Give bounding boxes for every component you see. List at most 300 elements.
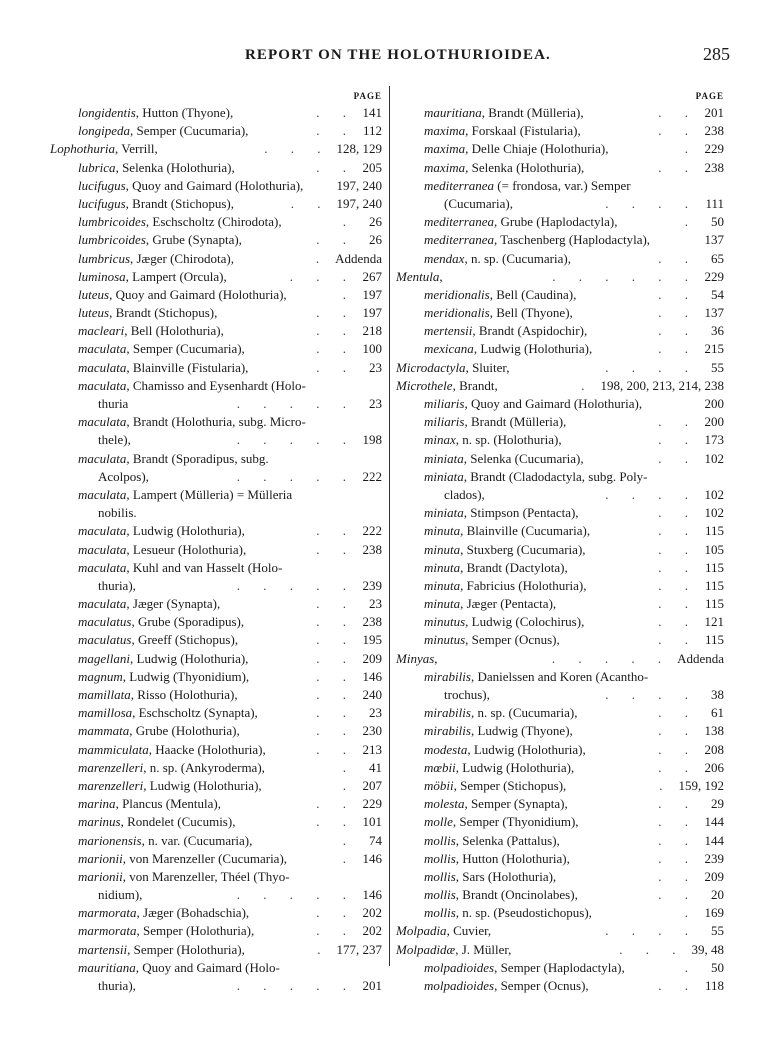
entry-text — [78, 595, 312, 613]
entry-page-ref: 200 — [704, 414, 724, 430]
entry-term: minutus — [424, 632, 466, 648]
entry-page-ref: 198 — [362, 432, 382, 448]
index-entry — [50, 395, 382, 413]
entry-detail: , n. sp. (Pseudostichopus), — [455, 905, 592, 921]
entry-term: minuta — [424, 596, 461, 612]
entry-detail: , n. sp. (Cucumaria), — [470, 705, 578, 721]
entry-text — [78, 613, 312, 631]
index-entry — [396, 413, 724, 431]
leader-dots: . . — [658, 341, 698, 357]
entry-text — [78, 777, 339, 795]
entry-detail: , — [439, 268, 443, 284]
index-entry — [50, 904, 382, 922]
entry-detail: , Bell (Caudina), — [489, 286, 577, 302]
entry-term: mauritiana — [78, 959, 136, 975]
entry-text — [424, 450, 654, 468]
entry-term: miliaris — [424, 414, 465, 430]
entry-term: molpadioides — [424, 959, 495, 975]
entry-term: mollis — [424, 868, 456, 884]
entry-detail: , Selenka (Holothuria), — [115, 159, 235, 175]
entry-term: marionii — [78, 868, 123, 884]
index-entry — [50, 795, 382, 813]
index-entry — [50, 504, 382, 522]
entry-page-ref: 177, 237 — [336, 941, 382, 957]
entry-term: mollis — [424, 905, 456, 921]
entry-page-ref: 218 — [362, 323, 382, 339]
entry-detail: , Sluiter, — [465, 359, 510, 375]
entry-page-ref: 198, 200, 213, 214, 238 — [600, 377, 724, 393]
index-entry — [396, 795, 724, 813]
index-entry — [50, 886, 382, 904]
entry-term: marmorata — [78, 905, 137, 921]
entry-page-ref: 229 — [704, 268, 724, 284]
entry-page-ref: 20 — [711, 887, 724, 903]
leader-dots: . . — [316, 123, 356, 139]
entry-text — [78, 522, 312, 540]
entry-text — [78, 959, 352, 977]
entry-text — [78, 922, 312, 940]
entry-page-ref: 200 — [704, 396, 724, 411]
entry-detail: , Brandt (Stichopus), — [109, 305, 218, 321]
entry-page-ref: 102 — [704, 450, 724, 466]
entry-detail: , Stuxberg (Cucumaria), — [460, 541, 586, 557]
index-entry — [396, 541, 724, 559]
entry-page-ref: 146 — [362, 850, 382, 866]
index-entry — [50, 868, 382, 886]
entry-page-ref: 222 — [362, 468, 382, 484]
entry-page-ref: 238 — [362, 614, 382, 630]
entry-term: mammiculata — [78, 741, 149, 757]
entry-detail: , Quoy and Gaimard (Holothuria), — [109, 286, 287, 302]
leader-dots: . . . . . — [236, 887, 356, 903]
entry-term: macleari — [78, 323, 125, 339]
index-entry — [50, 668, 382, 686]
entry-text — [424, 522, 654, 540]
leader-dots: . . — [316, 632, 356, 648]
entry-term: marenzelleri — [78, 759, 144, 775]
leader-dots: . . . . . — [551, 650, 672, 666]
entry-term: mirabilis — [424, 705, 471, 721]
entry-detail: , Eschscholtz (Synapta), — [132, 705, 258, 721]
entry-term: luteus — [78, 305, 110, 321]
entry-detail: , Brandt, — [452, 377, 498, 393]
index-entry — [50, 231, 382, 249]
entry-page-ref: 74 — [369, 832, 382, 848]
entry-page-ref: 197, 240 — [336, 177, 382, 193]
entry-detail: , Selenka (Pattalus), — [455, 832, 560, 848]
entry-detail: , Bell (Holothuria), — [124, 323, 224, 339]
entry-detail: , Semper (Cucumaria), — [130, 123, 249, 139]
index-entry — [396, 104, 724, 122]
entry-text — [78, 268, 286, 286]
entry-term: mirabilis — [424, 668, 471, 684]
index-entry — [50, 595, 382, 613]
entry-page-ref: 115 — [704, 632, 724, 648]
index-entry — [50, 777, 382, 795]
index-entry — [50, 431, 382, 449]
index-entry — [396, 868, 724, 886]
index-entry — [396, 322, 724, 340]
entry-term: lumbricoides — [78, 214, 146, 230]
index-entry — [50, 450, 382, 468]
index-entry — [396, 813, 724, 831]
leader-dots: . . — [658, 632, 698, 648]
index-entry — [50, 813, 382, 831]
entry-text — [424, 140, 681, 158]
entry-text — [424, 413, 654, 431]
entry-detail: , Quoy and Gaimard (Holothuria), — [464, 396, 643, 411]
index-entry — [50, 922, 382, 940]
index-entry — [50, 832, 382, 850]
entry-text — [50, 140, 260, 158]
index-entry — [50, 195, 382, 213]
index-entry — [396, 304, 724, 322]
entry-page-ref: 238 — [704, 123, 724, 139]
entry-page-ref: 118 — [704, 978, 724, 993]
entry-detail: , Stimpson (Pentacta), — [463, 505, 579, 521]
entry-page-ref: 36 — [711, 323, 724, 339]
index-entry — [50, 759, 382, 777]
entry-text — [424, 322, 654, 340]
entry-page-ref: 23 — [369, 359, 382, 375]
entry-detail: , n. sp. (Holothuria), — [455, 432, 562, 448]
index-entry — [396, 340, 724, 358]
entry-text — [78, 195, 287, 213]
entry-detail: , Ludwig (Thyone), — [470, 723, 573, 739]
leader-dots: . . — [658, 577, 698, 593]
entry-page-ref: 201 — [704, 105, 724, 120]
index-entry — [396, 559, 724, 577]
entry-text — [78, 813, 312, 831]
entry-text — [78, 122, 312, 140]
entry-text — [98, 431, 233, 449]
entry-text — [78, 704, 312, 722]
entry-detail: , Lesueur (Holothuria), — [126, 541, 247, 557]
entry-page-ref: 102 — [704, 486, 724, 502]
entry-page-ref: 146 — [362, 668, 382, 684]
entry-term: miliaris — [424, 396, 465, 411]
entry-page-ref: 240 — [362, 687, 382, 702]
entry-detail: , Brandt (Mülleria), — [464, 414, 567, 430]
entry-term: mollis — [424, 832, 456, 848]
entry-term: maculata — [78, 341, 127, 357]
entry-text — [424, 832, 654, 850]
entry-text — [424, 977, 654, 995]
leader-dots: . . — [658, 505, 698, 521]
entry-page-ref: 238 — [704, 159, 724, 175]
entry-term: mendax — [424, 250, 465, 266]
entry-page-ref: 238 — [362, 541, 382, 557]
leader-dots: . . — [658, 286, 698, 302]
entry-detail: , Ludwig (Colochirus), — [465, 614, 585, 630]
entry-text — [78, 832, 339, 850]
entry-text — [424, 431, 654, 449]
entry-term: maculata — [78, 359, 127, 375]
leader-dots: . . — [658, 414, 698, 430]
entry-detail: , Ludwig (Thyonidium), — [122, 668, 250, 684]
entry-page-ref: 202 — [362, 905, 382, 921]
entry-detail: , Grube (Synapta), — [145, 232, 242, 248]
entry-detail: , Ludwig (Holothuria), — [126, 523, 245, 539]
leader-dots: . . . — [289, 268, 356, 284]
entry-page-ref: 213 — [362, 741, 382, 757]
entry-page-ref: 55 — [711, 923, 724, 939]
entry-detail: , Brandt (Oncinolabes), — [455, 887, 578, 903]
entry-term: Molpadidæ — [396, 941, 456, 957]
index-column-left — [50, 88, 382, 995]
leader-dots: . . — [658, 323, 698, 339]
entry-text — [98, 886, 233, 904]
entry-text — [424, 613, 654, 631]
index-entry — [396, 122, 724, 140]
entry-page-ref: 41 — [369, 759, 382, 775]
entry-text — [424, 795, 654, 813]
entry-detail: , Semper (Ocnus), — [494, 978, 589, 993]
index-entry — [396, 395, 724, 413]
entry-detail: , Quoy and Gaimard (Holothuria), — [125, 177, 304, 193]
entry-term: magnum — [78, 668, 123, 684]
entry-text — [424, 177, 694, 195]
entry-detail: , Semper (Ocnus), — [465, 632, 560, 648]
index-entry — [396, 686, 724, 704]
index-entry — [396, 832, 724, 850]
entry-text — [424, 577, 654, 595]
entry-detail: , Ludwig (Holothuria), — [467, 741, 586, 757]
entry-text — [78, 559, 352, 577]
index-entry — [396, 886, 724, 904]
entry-detail: , Jæger (Pentacta), — [460, 596, 557, 612]
entry-detail: , Grube (Haplodactyla), — [494, 214, 618, 230]
entry-detail: , Lampert (Orcula), — [125, 268, 227, 284]
entry-term: lucifugus — [78, 195, 126, 211]
entry-page-ref: 101 — [362, 814, 382, 830]
index-entry — [50, 104, 382, 122]
entry-detail: , Plancus (Mentula), — [115, 796, 221, 812]
entry-page-ref: Addenda — [677, 650, 724, 666]
entry-detail: , Selenka (Cucumaria), — [463, 450, 584, 466]
leader-dots: . . — [316, 796, 356, 812]
entry-detail: trochus), — [444, 687, 490, 702]
entry-text — [98, 504, 352, 522]
entry-term: maculata — [78, 486, 127, 502]
entry-detail: , Eschscholtz (Chirodota), — [145, 214, 282, 230]
entry-text — [78, 177, 327, 195]
leader-dots: . . — [316, 305, 356, 321]
index-entry — [50, 250, 382, 268]
entry-page-ref: 169 — [704, 905, 724, 921]
leader-dots: . — [342, 759, 356, 775]
entry-detail: , Brandt (Dactylota), — [460, 559, 568, 575]
entry-page-ref: 141 — [362, 105, 382, 120]
entry-detail: , Bell (Thyone), — [489, 305, 573, 321]
entry-term: miniata — [424, 468, 464, 484]
entry-term: maculata — [78, 596, 127, 612]
index-entry — [50, 377, 382, 395]
leader-dots: . . . . . — [236, 396, 356, 411]
entry-page-ref: 209 — [362, 650, 382, 666]
index-entry — [50, 304, 382, 322]
entry-page-ref: 61 — [711, 705, 724, 721]
entry-text — [424, 468, 694, 486]
leader-dots: . . . . — [605, 359, 698, 375]
leader-dots: . . . . . — [236, 577, 356, 593]
entry-page-ref: 197 — [362, 305, 382, 321]
index-entry — [396, 250, 724, 268]
entry-page-ref: 146 — [362, 887, 382, 903]
entry-term: longidentis — [78, 105, 136, 120]
leader-dots: . . — [658, 541, 698, 557]
entry-term: marionensis — [78, 832, 142, 848]
index-column-right — [396, 88, 724, 995]
entry-text — [78, 650, 312, 668]
entry-page-ref: 26 — [369, 232, 382, 248]
index-entry — [396, 159, 724, 177]
entry-text — [444, 486, 601, 504]
entry-term: lumbricus — [78, 250, 130, 266]
leader-dots: . . — [658, 814, 698, 830]
entry-page-ref: 39, 48 — [691, 941, 724, 957]
entry-text — [78, 286, 339, 304]
entry-text — [78, 868, 352, 886]
entry-page-ref: 137 — [704, 305, 724, 321]
entry-text — [78, 359, 312, 377]
leader-dots: . . — [316, 923, 356, 939]
entry-term: marmorata — [78, 923, 137, 939]
entry-page-ref: 115 — [704, 559, 724, 575]
entry-detail: , Fabricius (Holothuria), — [460, 577, 587, 593]
entry-text — [98, 977, 233, 995]
leader-dots: . . — [658, 123, 698, 139]
leader-dots: . . — [658, 759, 698, 775]
leader-dots: . . — [658, 250, 698, 266]
leader-dots: . . . . — [605, 195, 698, 211]
leader-dots: . — [315, 250, 330, 266]
index-entry — [50, 177, 382, 195]
entry-term: minutus — [424, 614, 466, 630]
entry-term: mammata — [78, 723, 130, 739]
index-entry — [396, 522, 724, 540]
leader-dots: . . — [316, 614, 356, 630]
entry-detail: , Greeff (Stichopus), — [131, 632, 239, 648]
entry-page-ref: 159, 192 — [678, 777, 724, 793]
leader-dots: . . — [316, 668, 356, 684]
entry-term: minax — [424, 432, 456, 448]
entry-text — [78, 759, 339, 777]
entry-text — [424, 904, 681, 922]
leader-dots: . . — [658, 159, 698, 175]
entry-term: mediterranea — [424, 214, 495, 230]
entry-detail: , von Marenzeller (Cucumaria), — [122, 850, 288, 866]
index-entry — [396, 759, 724, 777]
index-entry — [396, 377, 724, 395]
entry-term: mœbii — [424, 759, 456, 775]
entry-text — [78, 941, 313, 959]
leader-dots: . . — [316, 905, 356, 921]
entry-term: mertensii — [424, 323, 473, 339]
entry-text — [98, 577, 233, 595]
entry-page-ref: 230 — [362, 723, 382, 739]
entry-detail: , Blainville (Cucumaria), — [460, 523, 591, 539]
entry-page-ref: 100 — [362, 341, 382, 357]
entry-text — [424, 104, 654, 122]
entry-page-ref: 115 — [704, 577, 724, 593]
entry-text — [78, 450, 352, 468]
entry-term: longipeda — [78, 123, 130, 139]
entry-text — [424, 595, 654, 613]
entry-text — [424, 122, 654, 140]
index-entry — [396, 777, 724, 795]
entry-text — [78, 104, 312, 122]
entry-text — [78, 795, 312, 813]
leader-dots: . . . — [264, 141, 331, 157]
entry-term: Lophothuria — [50, 141, 116, 157]
entry-detail: , Jæger (Bohadschia), — [136, 905, 250, 921]
entry-term: molesta — [424, 796, 465, 812]
entry-detail: , Hutton (Holothuria), — [455, 850, 570, 866]
entry-page-ref: 54 — [711, 286, 724, 302]
index-entry — [396, 941, 724, 959]
entry-term: mamillosa — [78, 705, 133, 721]
leader-dots: . . — [658, 523, 698, 539]
index-entry — [396, 286, 724, 304]
entry-text — [78, 631, 312, 649]
leader-dots: . . — [316, 814, 356, 830]
entry-detail: , Delle Chiaje (Holothuria), — [465, 141, 609, 157]
leader-dots: . — [684, 905, 698, 921]
entry-text — [424, 668, 694, 686]
entry-page-ref: 229 — [704, 141, 724, 157]
index-entry — [50, 959, 382, 977]
leader-dots: . — [342, 777, 356, 793]
entry-term: mexicana — [424, 341, 474, 357]
entry-detail: , Ludwig (Holothuria), — [473, 341, 593, 357]
entry-text — [424, 959, 681, 977]
leader-dots: . . . . . — [236, 978, 356, 993]
leader-dots: . . — [658, 832, 698, 848]
leader-dots: . — [684, 214, 698, 230]
entry-term: minuta — [424, 523, 461, 539]
entry-detail: , Semper (Holothuria), — [127, 941, 245, 957]
entry-page-ref: 239 — [704, 850, 724, 866]
leader-dots: . . — [316, 541, 356, 557]
index-entry — [396, 741, 724, 759]
entry-text — [78, 231, 312, 249]
index-entry — [50, 286, 382, 304]
entry-page-ref: 144 — [704, 814, 724, 830]
entry-page-ref: 102 — [704, 505, 724, 521]
entry-term: maculata — [78, 541, 127, 557]
leader-dots: . — [317, 941, 331, 957]
index-entry — [50, 613, 382, 631]
entry-text — [396, 377, 577, 395]
leader-dots: . . . . — [605, 687, 698, 702]
entry-detail: , Selenka (Holothuria), — [465, 159, 585, 175]
index-entry — [396, 613, 724, 631]
index-entry — [396, 268, 724, 286]
entry-term: marinus — [78, 814, 121, 830]
leader-dots: . . — [658, 105, 698, 120]
entry-term: minuta — [424, 559, 461, 575]
entry-page-ref: 112 — [362, 123, 382, 139]
entry-page-ref: 222 — [362, 523, 382, 539]
entry-term: mamillata — [78, 687, 131, 702]
entry-page-ref: 29 — [711, 796, 724, 812]
entry-text — [396, 268, 548, 286]
entry-text — [98, 395, 233, 413]
entry-detail: , Ludwig (Holothuria), — [130, 650, 249, 666]
leader-dots: . . — [658, 868, 698, 884]
entry-detail: thuria), — [98, 978, 136, 993]
